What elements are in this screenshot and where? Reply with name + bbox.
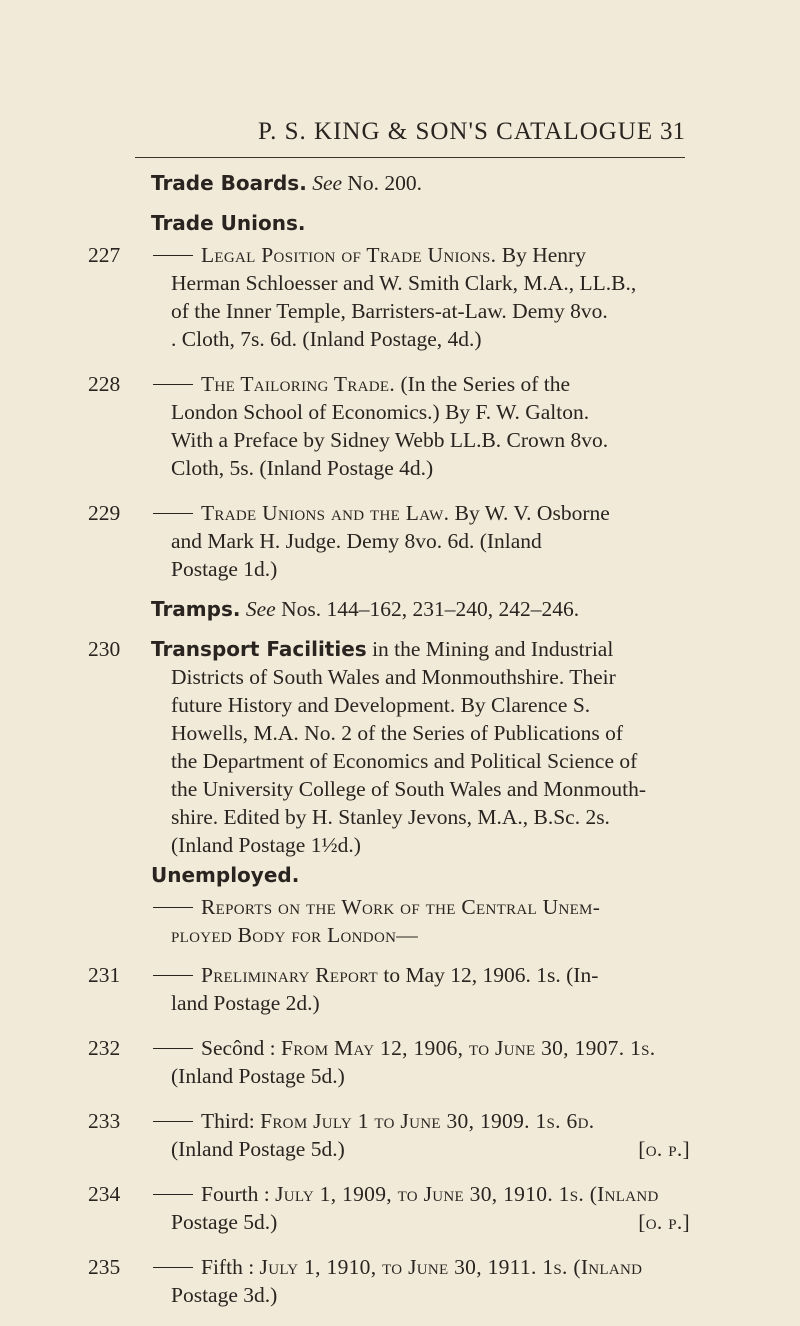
- catalogue-entry-229: 229 Trade Unions and the Law. By W. V. Osborne and Mark H. Judge. Demy 8vo. 6d. (Inland Postage 1d.): [88, 501, 610, 581]
- entry-number: 229: [88, 501, 121, 525]
- entry-title: Trade Unions and the Law.: [201, 501, 450, 525]
- catalogue-entry-228: 228 The Tailoring Trade. (In the Series of the London School of Economics.) By F. W. Galton. With a Preface by Sidney Webb LL.B. Crown 8vo. Cloth, 5s. (Inland Postage 4d.): [88, 372, 609, 480]
- entry-number: 228: [88, 372, 121, 396]
- entry-title: Fifth :: [201, 1255, 255, 1279]
- out-of-print-tag: [o. p.]: [638, 1137, 690, 1161]
- catalogue-entry-227: 227 Legal Position of Trade Unions. By Henry Herman Schloesser and W. Smith Clark, M.A., LL.B., of the Inner Temple, Barristers-at-Law. Demy 8vo. . Cloth, 7s. 6d. (Inland Postage, 4d.): [88, 243, 637, 351]
- trade-unions-heading: Trade Unions.: [151, 211, 306, 235]
- catalogue-content: [88, 167, 690, 1309]
- entry-number: 233: [88, 1109, 121, 1133]
- entry-number: 227: [88, 243, 121, 267]
- catalogue-entry-231: 231 Preliminary Report to May 12, 1906. 1s. (In- land Postage 2d.): [88, 963, 599, 1015]
- catalogue-entry-233: 233 Third: From July 1 to June 30, 1909. 1s. 6d. (Inland Postage 5d.) [o. p.]: [88, 1109, 690, 1161]
- entry-title: Legal Position of Trade Unions.: [201, 243, 497, 267]
- out-of-print-tag: [o. p.]: [638, 1210, 690, 1234]
- page-title: P. S. KING & SON'S CATALOGUE: [258, 118, 654, 145]
- unemployed-heading: Unemployed.: [151, 863, 300, 887]
- entry-number: 230: [88, 637, 121, 661]
- entry-title: Fourth :: [201, 1182, 270, 1206]
- entry-title: Third:: [201, 1109, 255, 1133]
- catalogue-entry-232: 232 Secônd : From May 12, 1906, to June 30, 1907. 1s. (Inland Postage 5d.): [88, 1036, 656, 1088]
- entry-number: 234: [88, 1182, 121, 1206]
- entry-number: 231: [88, 963, 121, 987]
- catalogue-entry-234: 234 Fourth : July 1, 1909, to June 30, 1910. 1s. (Inland Postage 5d.) [o. p.]: [88, 1182, 690, 1234]
- entry-title: Preliminary Report: [201, 963, 379, 987]
- reports-intro: Reports on the Work of the Central Unem- ployed Body for London—: [88, 893, 690, 949]
- catalogue-entry-235: 235 Fifth : July 1, 1910, to June 30, 1911. 1s. (Inland Postage 3d.): [88, 1255, 643, 1307]
- tramps-heading: Tramps. See Nos. 144–162, 231–240, 242–246.: [151, 597, 580, 621]
- page-header: [0, 118, 800, 152]
- entry-title: The Tailoring Trade.: [201, 372, 396, 396]
- page-number: 31: [660, 118, 685, 145]
- entry-number: 235: [88, 1255, 121, 1279]
- entry-title: Secônd :: [201, 1036, 276, 1060]
- entry-number: 232: [88, 1036, 121, 1060]
- header-rule: [135, 157, 685, 158]
- catalogue-entry-230: 230 Transport Facilities in the Mining and Industrial Districts of South Wales and Monmouthshire. Their future History and Development. By Clarence S. Howells, M.A. No. 2 of the Series of Publications of the Department of Economics and Political Science of the University College of South Wales and Monmouth- shire. Edited by H. Stanley Jevons, M.A., B.Sc. 2s. (Inland Postage 1½d.): [88, 637, 646, 857]
- trade-boards-heading: Trade Boards. See No. 200.: [151, 171, 423, 195]
- entry-title: Transport Facilities: [151, 637, 367, 661]
